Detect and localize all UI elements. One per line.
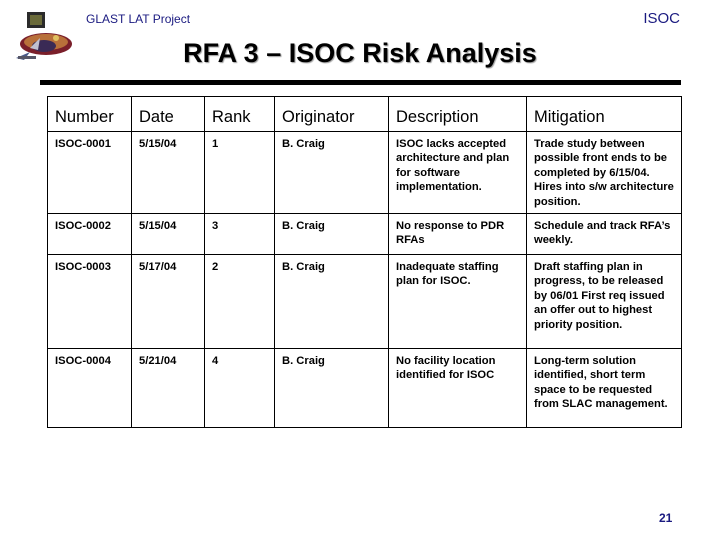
risk-table bbox=[47, 96, 682, 428]
cell-number: ISOC-0002 bbox=[48, 214, 132, 255]
cell-number: ISOC-0004 bbox=[48, 349, 132, 428]
title-divider bbox=[40, 80, 681, 85]
cell-date: 5/15/04 bbox=[132, 214, 205, 255]
page-title: RFA 3 – ISOC Risk Analysis bbox=[183, 38, 537, 68]
cell-date: 5/17/04 bbox=[132, 255, 205, 349]
page-number: 21 bbox=[659, 511, 673, 525]
table-header-row bbox=[48, 97, 682, 132]
cell-mitigation: Long-term solution identified, short term space to be requested from SLAC management. bbox=[527, 349, 682, 428]
project-name: GLAST LAT Project bbox=[86, 12, 191, 26]
cell-rank: 1 bbox=[205, 132, 275, 214]
column-header-mitigation: Mitigation bbox=[527, 97, 682, 132]
cell-description: No response to PDR RFAs bbox=[389, 214, 527, 255]
cell-description: Inadequate staffing plan for ISOC. bbox=[389, 255, 527, 349]
cell-description: ISOC lacks accepted architecture and plan for software implementation. bbox=[389, 132, 527, 214]
table-row bbox=[48, 214, 682, 255]
cell-mitigation: Schedule and track RFA’s weekly. bbox=[527, 214, 682, 255]
cell-description: No facility location identified for ISOC bbox=[389, 349, 527, 428]
cell-rank: 2 bbox=[205, 255, 275, 349]
cell-mitigation: Draft staffing plan in progress, to be released by 06/01 First req issued an offer out to highest priority position. bbox=[527, 255, 682, 349]
table-row bbox=[48, 255, 682, 349]
cell-number: ISOC-0001 bbox=[48, 132, 132, 214]
column-header-rank: Rank bbox=[205, 97, 275, 132]
column-header-originator: Originator bbox=[275, 97, 389, 132]
table-row bbox=[48, 349, 682, 428]
cell-originator: B. Craig bbox=[275, 214, 389, 255]
cell-originator: B. Craig bbox=[275, 349, 389, 428]
table-row bbox=[48, 132, 682, 214]
cell-rank: 4 bbox=[205, 349, 275, 428]
column-header-date: Date bbox=[132, 97, 205, 132]
cell-mitigation: Trade study between possible front ends to be completed by 6/15/04. Hires into s/w architecture position. bbox=[527, 132, 682, 214]
isoc-tag: ISOC bbox=[643, 10, 680, 27]
column-header-description: Description bbox=[389, 97, 527, 132]
cell-date: 5/21/04 bbox=[132, 349, 205, 428]
column-header-number: Number bbox=[48, 97, 132, 132]
cell-number: ISOC-0003 bbox=[48, 255, 132, 349]
cell-originator: B. Craig bbox=[275, 132, 389, 214]
cell-date: 5/15/04 bbox=[132, 132, 205, 214]
cell-originator: B. Craig bbox=[275, 255, 389, 349]
cell-rank: 3 bbox=[205, 214, 275, 255]
